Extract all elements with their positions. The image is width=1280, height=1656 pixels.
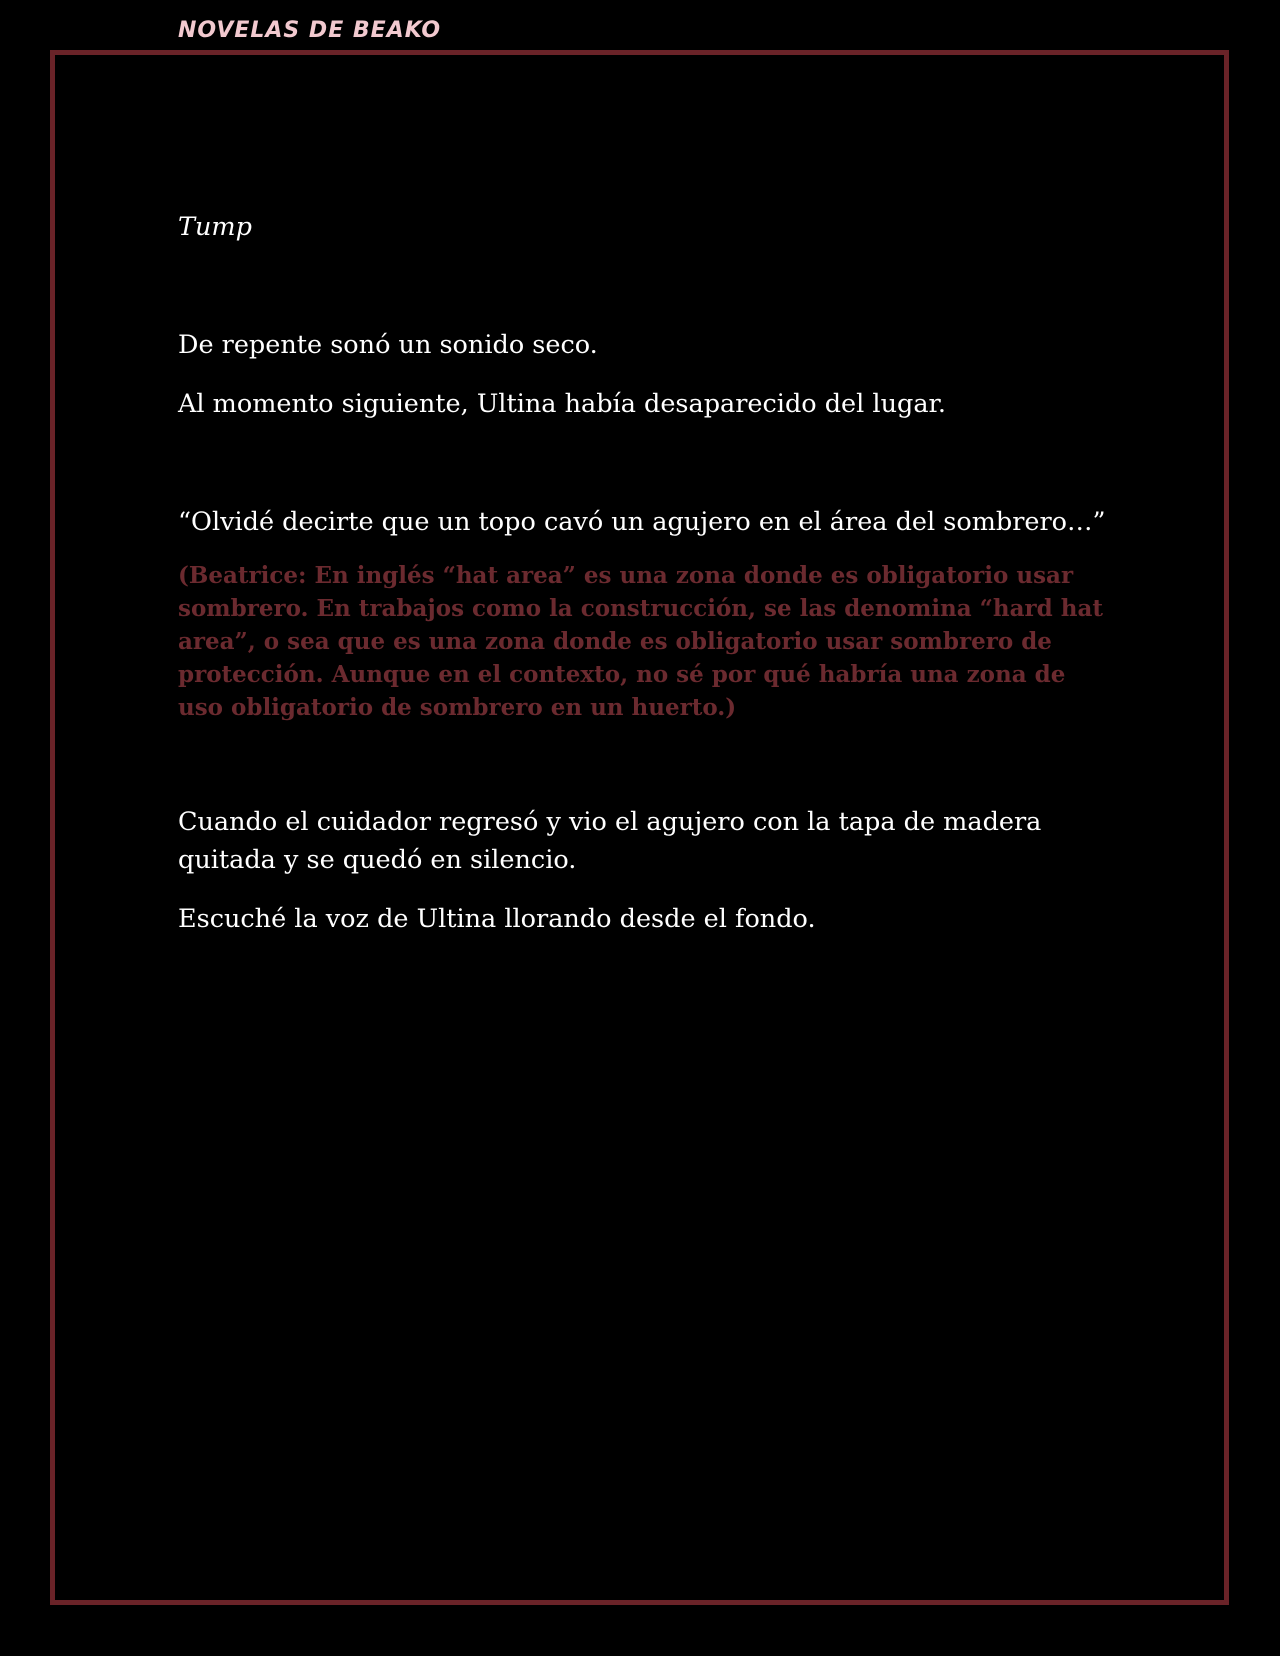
paragraph: De repente sonó un sonido seco. <box>178 330 598 360</box>
dialogue-quote: “Olvidé decirte que un topo cavó un agujero en el área del sombrero…” <box>178 507 1106 537</box>
translator-note: (Beatrice: En inglés “hat area” es una zona donde es obligatorio usar sombrero. En trabajos como la construcción, se las denomina “hard hat area”, o sea que es una zona donde es obligatorio usar sombrero de protección. Aunque en el contexto, no sé por qué habría una zona de uso obligatorio de sombrero en un huerto.) <box>178 562 1103 721</box>
sound-effect-text: Tump <box>178 212 252 242</box>
chapter-text <box>178 198 1108 938</box>
paragraph: Escuché la voz de Ultina llorando desde el fondo. <box>178 904 816 934</box>
paragraph: Cuando el cuidador regresó y vio el agujero con la tapa de madera quitada y se quedó en silencio. <box>178 807 1042 875</box>
site-title: NOVELAS DE BEAKO <box>178 18 442 43</box>
paragraph: Al momento siguiente, Ultina había desaparecido del lugar. <box>178 389 947 419</box>
